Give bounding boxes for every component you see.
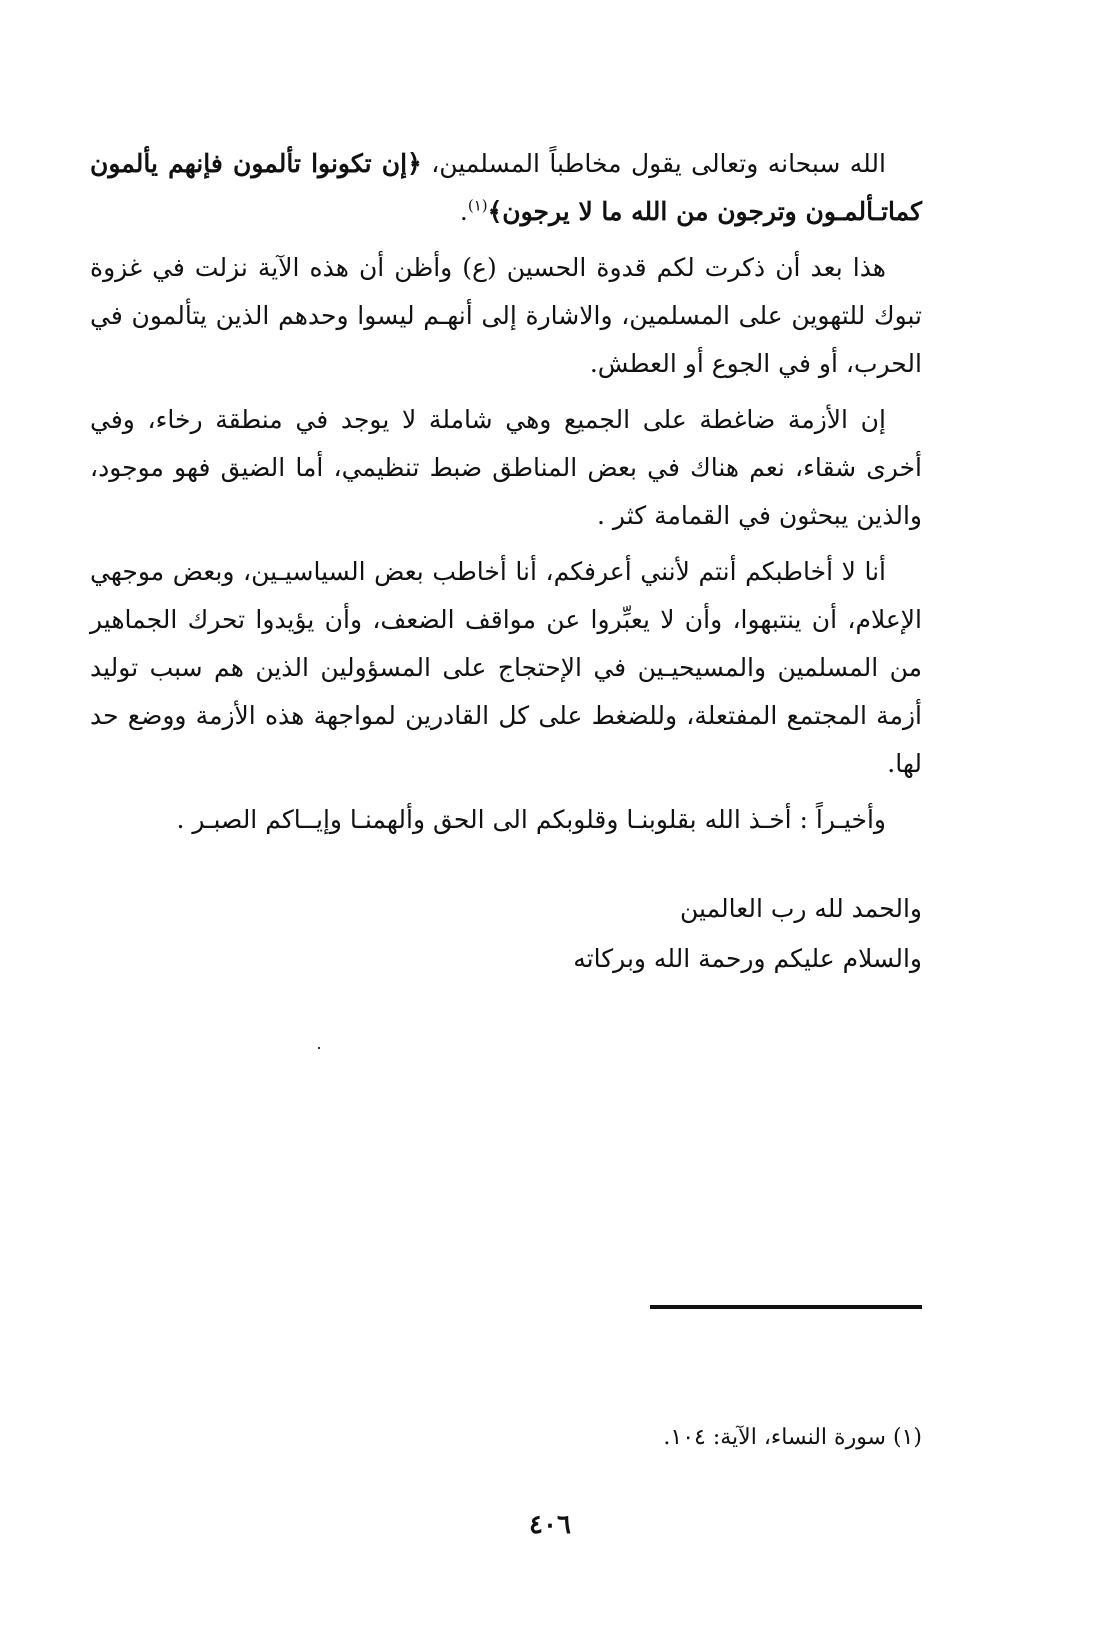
paragraph-1-intro: الله سبحانه وتعالى يقول مخاطباً المسلمين، [421, 149, 886, 178]
closing-line-2: والسلام عليكم ورحمة الله وبركاته [573, 944, 922, 973]
footnote-divider [650, 1305, 922, 1309]
paragraph-5: وأخيـراً : أخـذ الله بقلوبنـا وقلوبكم الى الحق وألهمنـا وإيــاكم الصبـر . [176, 805, 886, 834]
footnote: (١) سورة النساء، الآية: ١٠٤. [663, 1425, 922, 1450]
paragraph-1 [90, 140, 922, 236]
quran-quote: ﴿إن تكونوا تألمون فإنهم يألمون كماتـألمـون وترجون من الله ما لا يرجون﴾ [90, 149, 922, 226]
footnote-ref: (١) [467, 196, 488, 215]
paragraph-2: هذا بعد أن ذكرت لكم قدوة الحسين (ع) وأظن أن هذه الآية نزلت في غزوة تبوك للتهوين على المسلمين، والاشارة إلى أنهـم ليسوا وحدهم الذين يتألمون في الحرب، أو في الجوع أو العطش. [90, 253, 922, 378]
closing-lines [90, 884, 922, 984]
body-text [90, 140, 922, 984]
closing-line-1: والحمد لله رب العالمين [680, 894, 922, 923]
paragraph-4: أنا لا أخاطبكم أنتم لأنني أعرفكم، أنا أخاطب بعض السياسيـين، وبعض موجهي الإعلام، أن ينتبهوا، وأن لا يعبِّروا عن مواقف الضعف، وأن يؤيدوا تحرك الجماهير من المسلمين والمسيحيـين في الإحتجاج على المسؤولين الذين هم سبب توليد أزمة المجتمع المفتعلة، وللضغط على كل القادرين لمواجهة هذه الأزمة ووضع حد لها. [90, 557, 922, 778]
paragraph-3: إن الأزمة ضاغطة على الجميع وهي شاملة لا يوجد في منطقة رخاء، وفي أخرى شقاء، نعم هناك في بعض المناطق ضبط تنظيمي، أما الضيق فهو موجود، والذين يبحثون في القمامة كثر . [90, 405, 922, 530]
stray-dot [318, 1047, 320, 1049]
page-number: ٤٠٦ [529, 1510, 571, 1540]
paragraph-1-end: . [459, 197, 468, 226]
